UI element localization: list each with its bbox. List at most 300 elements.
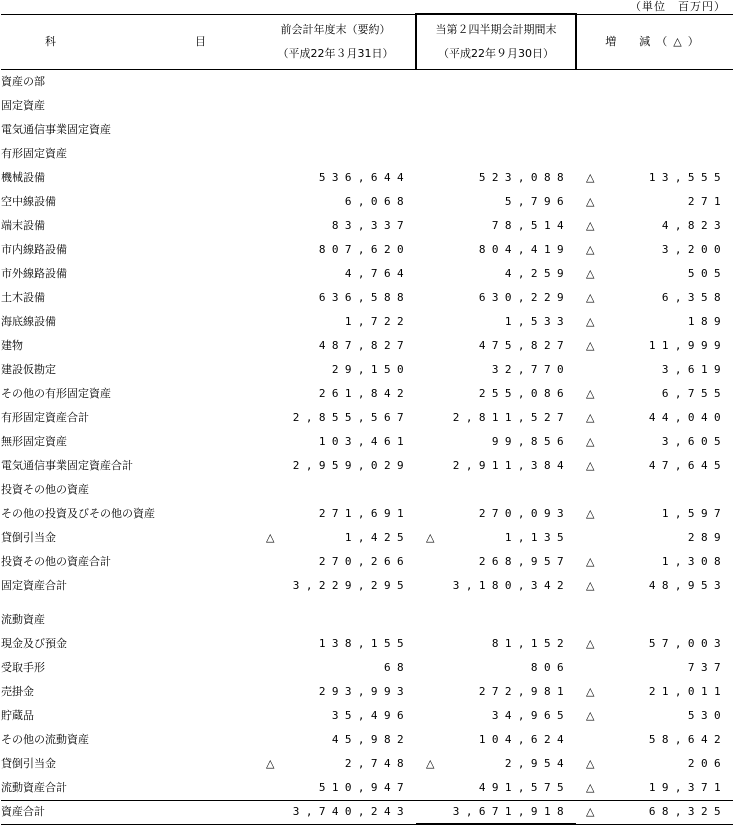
prev-period-value: 487,827 bbox=[318, 339, 410, 352]
current-period-value: 491,575 bbox=[478, 781, 570, 794]
prev-period bbox=[256, 526, 416, 550]
difference bbox=[576, 166, 733, 190]
spacer-row bbox=[1, 598, 733, 608]
header-curr-date: （平成22年９月30日） bbox=[438, 47, 554, 60]
current-period-cell bbox=[416, 728, 576, 752]
account-label: 固定資産 bbox=[1, 99, 45, 112]
header-row bbox=[1, 14, 733, 70]
account-label: 投資その他の資産合計 bbox=[1, 555, 111, 568]
prev-period-cell bbox=[256, 286, 416, 310]
current-period bbox=[416, 728, 576, 752]
current-period-cell bbox=[416, 574, 576, 598]
difference-value: 47,645 bbox=[648, 459, 727, 472]
difference-cell bbox=[576, 382, 733, 406]
difference bbox=[576, 214, 733, 238]
current-period-value: 81,152 bbox=[491, 637, 570, 650]
prev-period bbox=[256, 286, 416, 310]
table-row bbox=[1, 406, 733, 430]
prev-period-value: 3,229,295 bbox=[292, 579, 410, 592]
account-label: 土木設備 bbox=[1, 291, 45, 304]
prev-period-value: 4,764 bbox=[344, 267, 410, 280]
header-prev-date: （平成22年３月31日） bbox=[277, 46, 394, 60]
current-period bbox=[416, 406, 576, 430]
difference-value: 21,011 bbox=[648, 685, 727, 698]
difference-value: 3,619 bbox=[661, 363, 727, 376]
prev-period-cell bbox=[256, 502, 416, 526]
prev-period-cell bbox=[256, 728, 416, 752]
negative-mark: △ bbox=[586, 243, 595, 256]
current-period-value: 806 bbox=[530, 661, 570, 674]
prev-period-cell bbox=[256, 382, 416, 406]
current-period-value: 104,624 bbox=[478, 733, 570, 746]
prev-period-value: 636,588 bbox=[318, 291, 410, 304]
difference-cell bbox=[576, 214, 733, 238]
prev-period-cell bbox=[256, 704, 416, 728]
difference-cell bbox=[576, 190, 733, 214]
current-period bbox=[416, 382, 576, 406]
difference-value: 11,999 bbox=[648, 339, 727, 352]
prev-period bbox=[256, 680, 416, 704]
current-period bbox=[416, 704, 576, 728]
table-row bbox=[1, 262, 733, 286]
header-prev-title: 前会計年度末（要約） bbox=[280, 22, 391, 36]
table-row bbox=[1, 680, 733, 704]
prev-period bbox=[256, 190, 416, 214]
current-period bbox=[416, 608, 576, 632]
prev-period-value: 261,842 bbox=[318, 387, 410, 400]
account-label: 建設仮勘定 bbox=[1, 363, 56, 376]
difference bbox=[576, 118, 733, 142]
current-period-value: 34,965 bbox=[491, 709, 570, 722]
difference-value: 289 bbox=[687, 531, 727, 544]
prev-period-cell bbox=[256, 358, 416, 382]
current-period-cell bbox=[416, 680, 576, 704]
difference bbox=[576, 574, 733, 598]
current-period-value: 272,981 bbox=[478, 685, 570, 698]
account-label: 建物 bbox=[1, 339, 23, 352]
account-label: 資産の部 bbox=[1, 75, 45, 88]
table-row bbox=[1, 728, 733, 752]
prev-period-value: 6,068 bbox=[344, 195, 410, 208]
current-period bbox=[416, 454, 576, 478]
current-period-value: 99,856 bbox=[491, 435, 570, 448]
difference-cell bbox=[576, 238, 733, 262]
prev-period-cell bbox=[256, 262, 416, 286]
account-label: 電気通信事業固定資産合計 bbox=[1, 459, 133, 472]
prev-period bbox=[256, 776, 416, 801]
prev-period bbox=[256, 454, 416, 478]
difference-value: 505 bbox=[687, 267, 727, 280]
current-period-value: 3,671,918 bbox=[452, 805, 570, 818]
negative-mark: △ bbox=[586, 685, 595, 698]
difference-value: 3,605 bbox=[661, 435, 727, 448]
account-label: 貯蔵品 bbox=[1, 709, 34, 722]
difference-cell bbox=[576, 166, 733, 190]
prev-period-value: 270,266 bbox=[318, 555, 410, 568]
table-row bbox=[1, 454, 733, 478]
prev-period bbox=[256, 70, 416, 95]
current-period-cell bbox=[416, 238, 576, 262]
account-label: 貸倒引当金 bbox=[1, 757, 56, 770]
negative-mark: △ bbox=[586, 459, 595, 472]
current-period-value: 2,911,384 bbox=[452, 459, 570, 472]
current-period bbox=[416, 752, 576, 776]
table-row bbox=[1, 358, 733, 382]
current-period-cell bbox=[416, 262, 576, 286]
difference-value: 206 bbox=[687, 757, 727, 770]
table-row bbox=[1, 334, 733, 358]
table-row bbox=[1, 238, 733, 262]
current-period-cell bbox=[416, 358, 576, 382]
current-period bbox=[416, 550, 576, 574]
prev-period-cell bbox=[256, 238, 416, 262]
difference-cell bbox=[576, 704, 733, 728]
negative-mark: △ bbox=[586, 315, 595, 328]
prev-period-cell bbox=[256, 752, 416, 776]
current-period-value: 4,259 bbox=[504, 267, 570, 280]
negative-mark: △ bbox=[586, 709, 595, 722]
table-row bbox=[1, 70, 733, 95]
table-row bbox=[1, 430, 733, 454]
current-period bbox=[416, 94, 576, 118]
difference-cell bbox=[576, 310, 733, 334]
difference bbox=[576, 94, 733, 118]
header-curr-title: 当第２四半期会計期間末 bbox=[435, 23, 557, 36]
negative-mark: △ bbox=[586, 291, 595, 304]
prev-period-value: 1,425 bbox=[344, 531, 410, 544]
difference bbox=[576, 728, 733, 752]
negative-mark: △ bbox=[266, 757, 275, 770]
current-period bbox=[416, 574, 576, 598]
difference bbox=[576, 358, 733, 382]
current-period-value: 2,811,527 bbox=[452, 411, 570, 424]
prev-period bbox=[256, 550, 416, 574]
prev-period-cell bbox=[256, 801, 416, 824]
account-label: 貸倒引当金 bbox=[1, 531, 56, 544]
table-row bbox=[1, 502, 733, 526]
difference-value: 189 bbox=[687, 315, 727, 328]
prev-period bbox=[256, 430, 416, 454]
table-row bbox=[1, 286, 733, 310]
difference-value: 271 bbox=[687, 195, 727, 208]
prev-period-value: 2,959,029 bbox=[292, 459, 410, 472]
difference-cell bbox=[576, 334, 733, 358]
account-label: 海底線設備 bbox=[1, 315, 56, 328]
spacer-diff bbox=[576, 598, 733, 608]
table-row bbox=[1, 752, 733, 776]
difference-value: 3,200 bbox=[661, 243, 727, 256]
difference bbox=[576, 334, 733, 358]
negative-mark: △ bbox=[586, 267, 595, 280]
current-period bbox=[416, 801, 576, 825]
prev-period-value: 807,620 bbox=[318, 243, 410, 256]
current-period bbox=[416, 656, 576, 680]
table-row bbox=[1, 704, 733, 728]
current-period-value: 5,796 bbox=[504, 195, 570, 208]
negative-mark: △ bbox=[586, 387, 595, 400]
header-prev-period bbox=[256, 14, 416, 70]
balance-sheet-table bbox=[1, 13, 733, 825]
negative-mark: △ bbox=[586, 555, 595, 568]
prev-period bbox=[256, 656, 416, 680]
prev-period bbox=[256, 574, 416, 598]
prev-period-value: 103,461 bbox=[318, 435, 410, 448]
difference-cell bbox=[576, 656, 733, 680]
current-period-value: 1,533 bbox=[504, 315, 570, 328]
current-period bbox=[416, 478, 576, 502]
difference-value: 530 bbox=[687, 709, 727, 722]
account-label: 投資その他の資産 bbox=[1, 483, 89, 496]
prev-period bbox=[256, 142, 416, 166]
current-period-cell bbox=[416, 382, 576, 406]
difference-cell bbox=[576, 526, 733, 550]
account-label: 現金及び預金 bbox=[1, 637, 67, 650]
prev-period bbox=[256, 382, 416, 406]
account-label: 機械設備 bbox=[1, 171, 45, 184]
table-row bbox=[1, 776, 733, 801]
prev-period-cell bbox=[256, 574, 416, 598]
prev-period-cell bbox=[256, 190, 416, 214]
table-row bbox=[1, 118, 733, 142]
current-period-value: 475,827 bbox=[478, 339, 570, 352]
total-row bbox=[1, 801, 733, 825]
difference bbox=[576, 286, 733, 310]
prev-period-value: 2,748 bbox=[344, 757, 410, 770]
prev-period bbox=[256, 358, 416, 382]
table-row bbox=[1, 142, 733, 166]
table-row bbox=[1, 310, 733, 334]
account-label: その他の有形固定資産 bbox=[1, 387, 111, 400]
prev-period bbox=[256, 334, 416, 358]
account-label: 資産合計 bbox=[1, 801, 256, 825]
account-label: 流動資産合計 bbox=[1, 781, 67, 794]
prev-period-value: 2,855,567 bbox=[292, 411, 410, 424]
difference-cell bbox=[576, 752, 733, 776]
difference-value: 44,040 bbox=[648, 411, 727, 424]
account-label: 端末設備 bbox=[1, 219, 45, 232]
negative-mark: △ bbox=[586, 219, 595, 232]
current-period-cell bbox=[416, 334, 576, 358]
account-label: 電気通信事業固定資産 bbox=[1, 123, 111, 136]
difference bbox=[576, 801, 733, 825]
difference-cell bbox=[576, 406, 733, 430]
header-current-period bbox=[416, 14, 576, 70]
table-row bbox=[1, 632, 733, 656]
negative-mark: △ bbox=[586, 805, 595, 819]
prev-period-cell bbox=[256, 526, 416, 550]
current-period bbox=[416, 632, 576, 656]
current-period bbox=[416, 190, 576, 214]
difference bbox=[576, 608, 733, 632]
table-row bbox=[1, 550, 733, 574]
prev-period bbox=[256, 801, 416, 825]
difference-value: 6,755 bbox=[661, 387, 727, 400]
difference bbox=[576, 550, 733, 574]
prev-period-cell bbox=[256, 430, 416, 454]
current-period-value: 255,086 bbox=[478, 387, 570, 400]
difference-cell bbox=[576, 801, 733, 824]
prev-period-value: 510,947 bbox=[318, 781, 410, 794]
current-period-cell bbox=[416, 310, 576, 334]
difference bbox=[576, 632, 733, 656]
table-row bbox=[1, 574, 733, 598]
current-period-cell bbox=[416, 406, 576, 430]
current-period bbox=[416, 70, 576, 95]
current-period-cell bbox=[416, 752, 576, 776]
account-label: 有形固定資産合計 bbox=[1, 411, 89, 424]
difference bbox=[576, 478, 733, 502]
header-difference: 増 減（△） bbox=[576, 14, 733, 70]
current-period-cell bbox=[416, 632, 576, 656]
prev-period-value: 3,740,243 bbox=[292, 805, 410, 819]
current-period-cell bbox=[416, 214, 576, 238]
spacer-label bbox=[1, 598, 256, 608]
prev-period-value: 68 bbox=[383, 661, 410, 674]
prev-period-cell bbox=[256, 550, 416, 574]
difference bbox=[576, 502, 733, 526]
current-period-cell bbox=[416, 166, 576, 190]
difference-cell bbox=[576, 632, 733, 656]
prev-period bbox=[256, 94, 416, 118]
prev-period bbox=[256, 704, 416, 728]
current-period bbox=[416, 238, 576, 262]
current-period-value: 1,135 bbox=[504, 531, 570, 544]
difference-cell bbox=[576, 454, 733, 478]
difference-value: 48,953 bbox=[648, 579, 727, 592]
prev-period-value: 1,722 bbox=[344, 315, 410, 328]
difference-value: 68,325 bbox=[648, 805, 727, 819]
prev-period-value: 138,155 bbox=[318, 637, 410, 650]
difference bbox=[576, 238, 733, 262]
current-period-value: 804,419 bbox=[478, 243, 570, 256]
difference bbox=[576, 142, 733, 166]
prev-period bbox=[256, 406, 416, 430]
account-label: 受取手形 bbox=[1, 661, 45, 674]
prev-period-cell bbox=[256, 656, 416, 680]
prev-period-cell bbox=[256, 680, 416, 704]
table-row bbox=[1, 166, 733, 190]
prev-period bbox=[256, 752, 416, 776]
account-label: 市外線路設備 bbox=[1, 267, 67, 280]
account-label: 売掛金 bbox=[1, 685, 34, 698]
negative-mark: △ bbox=[586, 507, 595, 520]
current-period-cell bbox=[416, 454, 576, 478]
current-period-cell bbox=[416, 526, 576, 550]
header-account-char-2: 目 bbox=[195, 34, 208, 48]
header-account-char-1: 科 bbox=[45, 34, 58, 48]
prev-period-value: 45,982 bbox=[331, 733, 410, 746]
difference-value: 19,371 bbox=[648, 781, 727, 794]
current-period-value: 2,954 bbox=[504, 757, 570, 770]
difference bbox=[576, 704, 733, 728]
prev-period-cell bbox=[256, 454, 416, 478]
difference-value: 1,597 bbox=[661, 507, 727, 520]
prev-period bbox=[256, 310, 416, 334]
current-period-value: 523,088 bbox=[478, 171, 570, 184]
prev-period bbox=[256, 632, 416, 656]
prev-period-value: 536,644 bbox=[318, 171, 410, 184]
difference bbox=[576, 430, 733, 454]
prev-period-cell bbox=[256, 406, 416, 430]
prev-period-cell bbox=[256, 334, 416, 358]
prev-period bbox=[256, 166, 416, 190]
prev-period-value: 271,691 bbox=[318, 507, 410, 520]
header-account bbox=[1, 14, 256, 70]
account-label: その他の流動資産 bbox=[1, 733, 89, 746]
difference-value: 4,823 bbox=[661, 219, 727, 232]
current-period-value: 270,093 bbox=[478, 507, 570, 520]
account-label: その他の投資及びその他の資産 bbox=[1, 507, 155, 520]
difference-value: 1,308 bbox=[661, 555, 727, 568]
difference-value: 737 bbox=[687, 661, 727, 674]
current-period-value: 268,957 bbox=[478, 555, 570, 568]
difference bbox=[576, 190, 733, 214]
current-period-cell bbox=[416, 286, 576, 310]
current-period-cell bbox=[416, 190, 576, 214]
difference bbox=[576, 454, 733, 478]
difference bbox=[576, 310, 733, 334]
prev-period-value: 83,337 bbox=[331, 219, 410, 232]
difference-cell bbox=[576, 776, 733, 800]
table-row bbox=[1, 656, 733, 680]
current-period bbox=[416, 214, 576, 238]
table-row bbox=[1, 190, 733, 214]
prev-period-value: 35,496 bbox=[331, 709, 410, 722]
negative-mark: △ bbox=[426, 531, 435, 544]
prev-period bbox=[256, 238, 416, 262]
negative-mark: △ bbox=[586, 339, 595, 352]
difference bbox=[576, 406, 733, 430]
current-period-value: 32,770 bbox=[491, 363, 570, 376]
account-label: 有形固定資産 bbox=[1, 147, 67, 160]
difference bbox=[576, 656, 733, 680]
difference-cell bbox=[576, 358, 733, 382]
current-period-value: 78,514 bbox=[491, 219, 570, 232]
table-row bbox=[1, 526, 733, 550]
current-period bbox=[416, 142, 576, 166]
negative-mark: △ bbox=[586, 195, 595, 208]
table-row bbox=[1, 608, 733, 632]
negative-mark: △ bbox=[586, 171, 595, 184]
current-period-cell bbox=[416, 430, 576, 454]
difference bbox=[576, 262, 733, 286]
prev-period bbox=[256, 214, 416, 238]
table-row bbox=[1, 214, 733, 238]
prev-period bbox=[256, 478, 416, 502]
difference bbox=[576, 526, 733, 550]
spacer-prev bbox=[256, 598, 416, 608]
difference bbox=[576, 752, 733, 776]
current-period-cell bbox=[416, 704, 576, 728]
difference-cell bbox=[576, 430, 733, 454]
current-period bbox=[416, 358, 576, 382]
difference-cell bbox=[576, 502, 733, 526]
difference bbox=[576, 680, 733, 704]
prev-period-cell bbox=[256, 632, 416, 656]
current-period-cell bbox=[416, 550, 576, 574]
current-period bbox=[416, 286, 576, 310]
current-period bbox=[416, 262, 576, 286]
difference bbox=[576, 776, 733, 801]
prev-period-cell bbox=[256, 310, 416, 334]
difference-cell bbox=[576, 574, 733, 598]
negative-mark: △ bbox=[586, 781, 595, 794]
current-period bbox=[416, 502, 576, 526]
difference bbox=[576, 382, 733, 406]
table-row bbox=[1, 94, 733, 118]
current-period-cell bbox=[416, 656, 576, 680]
account-label: 空中線設備 bbox=[1, 195, 56, 208]
